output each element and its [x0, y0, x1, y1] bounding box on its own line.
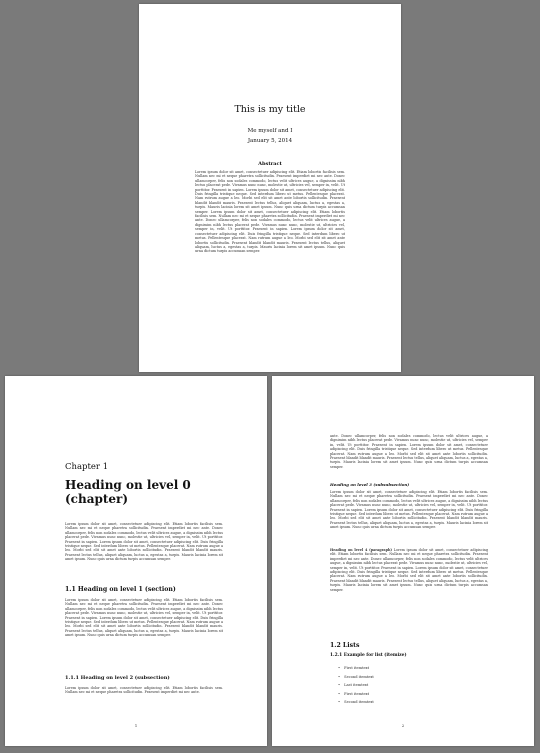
page-number: 2 — [401, 723, 405, 728]
chapter-label: Chapter 1 — [65, 462, 109, 472]
page-one — [5, 376, 267, 746]
list-item: • First itemtext — [338, 690, 374, 699]
list-item: • First itemtext — [338, 664, 374, 673]
subsection-paragraph: Lorem ipsum dolor sit amet, consectetuer adipiscing elit. Etiam lobortis facilisis sem. Nullam nec mi et neque pharetra sollicitudin. Praesent imperdiet mi nec ante. — [65, 686, 223, 695]
paragraph-text: Lorem ipsum dolor sit amet, consectetuer adipiscing elit. Etiam lobortis facilisis sem. Nullam nec mi et neque pharetra sollicitudin. Praesent imperdiet mi nec ante. Donec ullamcorper, felis non sodales commodo, lectus velit ultrices augue, a dignissim nibh lectus placerat pede. Vivamus nunc nunc, molestie ut, ultricies vel, semper in, velit. Ut porttitor. Praesent in sapien. Lorem ipsum dolor sit amet, consectetuer adipiscing elit. Duis fringilla tristique neque. Sed interdum libero ut metus. Pellentesque placerat. Nam rutrum augue a leo. Morbi sed elit sit amet ante lobortis sollicitudin. Praesent blandit blandit mauris. Praesent lectus tellus, aliquet aliquam, luctus a, egestas a, turpis. Mauris lacinia lorem sit amet ipsum. Nunc quis urna dictum turpis accumsan semper. — [330, 548, 489, 592]
abstract-heading: Abstract — [258, 161, 282, 167]
chapter-heading: Heading on level 0 (chapter) — [65, 478, 191, 506]
page-two — [272, 376, 534, 746]
list-item: • Second itemtext — [338, 673, 374, 682]
subsubsection-paragraph: Lorem ipsum dolor sit amet, consectetuer adipiscing elit. Etiam lobortis facilisis sem. Nullam nec mi et neque pharetra sollicitudin. Praesent imperdiet mi nec ante. Donec ullamcorper, felis non sodales commodo, lectus velit ultrices augue, a dignissim nibh lectus placerat pede. Vivamus nunc nunc, molestie ut, ultricies vel, semper in, velit. Ut porttitor. Praesent in sapien. Lorem ipsum dolor sit amet, consectetuer adipiscing elit. Duis fringilla tristique neque. Sed interdum libero ut metus. Pellentesque placerat. Nam rutrum augue a leo. Morbi sed elit sit amet ante lobortis sollicitudin. Praesent blandit blandit mauris. Praesent lectus tellus, aliquet aliquam, luctus a, egestas a, turpis. Mauris lacinia lorem sit amet ipsum. Nunc quis urna dictum turpis accumsan semper. — [330, 490, 488, 530]
chapter-intro-paragraph: Lorem ipsum dolor sit amet, consectetuer adipiscing elit. Etiam lobortis facilisis sem. Nullam nec mi et neque pharetra sollicitudin. Praesent imperdiet mi nec ante. Donec ullamcorper, felis non sodales commodo, lectus velit ultrices augue, a dignissim nibh lectus placerat pede. Vivamus nunc nunc, molestie ut, ultricies vel, semper in, velit. Ut porttitor. Praesent in sapien. Lorem ipsum dolor sit amet, consectetuer adipiscing elit. Duis fringilla tristique neque. Sed interdum libero ut metus. Pellentesque placerat. Nam rutrum augue a leo. Morbi sed elit sit amet ante lobortis sollicitudin. Praesent blandit blandit mauris. Praesent lectus tellus, aliquet aliquam, luctus a, egestas a, turpis. Mauris lacinia lorem sit amet ipsum. Nunc quis urna dictum turpis accumsan semper. — [65, 522, 223, 562]
itemize-list — [338, 664, 374, 707]
document-date: January 5, 2014 — [247, 138, 293, 144]
list-item: • Second itemtext — [338, 698, 374, 707]
section-heading: 1.1 Heading on level 1 (section) — [65, 586, 176, 593]
document-title: This is my title — [234, 104, 306, 115]
subsection-heading: 1.1.1 Heading on level 2 (subsection) — [65, 675, 170, 681]
section-paragraph: Lorem ipsum dolor sit amet, consectetuer adipiscing elit. Etiam lobortis facilisis sem. Nullam nec mi et neque pharetra sollicitudin. Praesent imperdiet mi nec ante. Donec ullamcorper, felis non sodales commodo, lectus velit ultrices augue, a dignissim nibh lectus placerat pede. Vivamus nunc nunc, molestie ut, ultricies vel, semper in, velit. Ut porttitor. Praesent in sapien. Lorem ipsum dolor sit amet, consectetuer adipiscing elit. Duis fringilla tristique neque. Sed interdum libero ut metus. Pellentesque placerat. Nam rutrum augue a leo. Morbi sed elit sit amet ante lobortis sollicitudin. Praesent blandit blandit mauris. Praesent lectus tellus, aliquet aliquam, luctus a, egestas a, turpis. Mauris lacinia lorem sit amet ipsum. Nunc quis urna dictum turpis accumsan semper. — [65, 598, 223, 638]
abstract-text: Lorem ipsum dolor sit amet, consectetuer adipiscing elit. Etiam lobortis facilisis sem. Nullam nec mi et neque pharetra sollicitudin. Praesent imperdiet mi nec ante. Donec ullamcorper, felis non sodales commodo, lectus velit ultrices augue, a dignissim nibh lectus placerat pede. Vivamus nunc nunc, molestie ut, ultricies vel, semper in, velit. Ut porttitor. Praesent in sapien. Lorem ipsum dolor sit amet, consectetuer adipiscing elit. Duis fringilla tristique neque. Sed interdum libero ut metus. Pellentesque placerat. Nam rutrum augue a leo. Morbi sed elit sit amet ante lobortis sollicitudin. Praesent blandit blandit mauris. Praesent lectus tellus, aliquet aliquam, luctus a, egestas a, turpis. Mauris lacinia lorem sit amet ipsum. Nunc quis urna dictum turpis accumsan semper. Lorem ipsum dolor sit amet, consectetuer adipiscing elit. Etiam lobortis facilisis sem. Nullam nec mi et neque pharetra sollicitudin. Praesent imperdiet mi nec ante. Donec ullamcorper, felis non sodales commodo, lectus velit ultrices augue, a dignissim nibh lectus placerat pede. Vivamus nunc nunc, molestie ut, ultricies vel, semper in, velit. Ut porttitor. Praesent in sapien. Lorem ipsum dolor sit amet, consectetuer adipiscing elit. Duis fringilla tristique neque. Sed interdum libero ut metus. Pellentesque placerat. Nam rutrum augue a leo. Morbi sed elit sit amet ante lobortis sollicitudin. Praesent blandit blandit mauris. Praesent lectus tellus, aliquet aliquam, luctus a, egestas a, turpis. Mauris lacinia lorem sit amet ipsum. Nunc quis urna dictum turpis accumsan semper. — [195, 170, 345, 254]
paragraph-block — [330, 548, 488, 592]
paragraph-heading: Heading on level 4 (paragraph) — [330, 548, 393, 552]
list-item: • Last itemtext — [338, 681, 374, 690]
page-number: 1 — [134, 723, 138, 728]
subsubsection-heading: Heading on level 3 (subsubsection) — [330, 482, 410, 487]
lists-subheading: 1.2.1 Example for list (itemize) — [330, 653, 407, 658]
lists-heading: 1.2 Lists — [330, 642, 360, 649]
title-page — [139, 4, 401, 372]
document-author: Me myself and I — [247, 128, 293, 134]
continued-paragraph: ante. Donec ullamcorper, felis non sodales commodo, lectus velit ultrices augue, a dignissim nibh lectus placerat pede. Vivamus nunc nunc, molestie ut, ultricies vel, semper in, velit. Ut porttitor. Praesent in sapien. Lorem ipsum dolor sit amet, consectetuer adipiscing elit. Duis fringilla tristique neque. Sed interdum libero ut metus. Pellentesque placerat. Nam rutrum augue a leo. Morbi sed elit sit amet ante lobortis sollicitudin. Praesent blandit blandit mauris. Praesent lectus tellus, aliquet aliquam, luctus a, egestas a, turpis. Mauris lacinia lorem sit amet ipsum. Nunc quis urna dictum turpis accumsan semper. — [330, 434, 488, 469]
